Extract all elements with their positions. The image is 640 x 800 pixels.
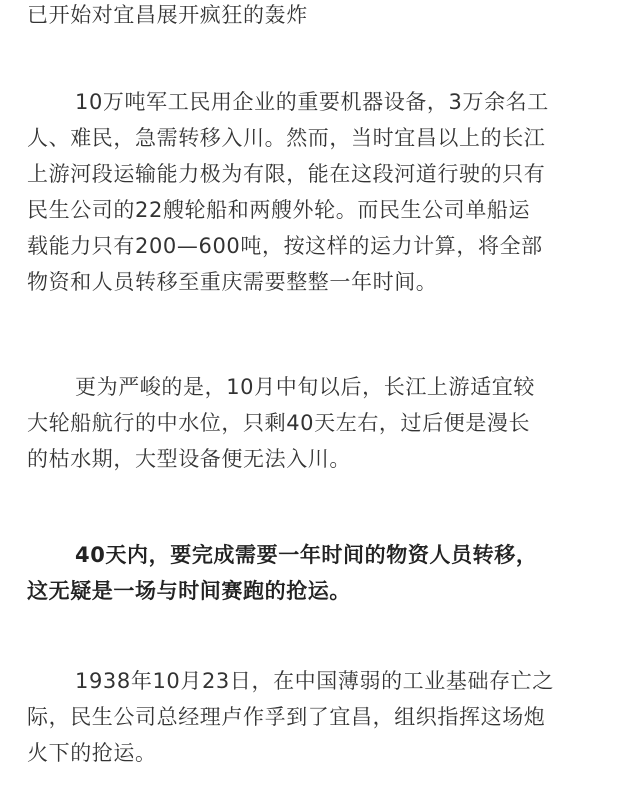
paragraph-4-highlight <box>27 537 617 609</box>
text-line <box>27 663 617 699</box>
text-line: 载能力只有200—600吨，按这样的运力计算，将全部 <box>27 234 543 258</box>
text-line: 大轮船航行的中水位，只剩40天左右，过后便是漫长 <box>27 411 531 435</box>
text-line-content: 1938年10月23日，在中国薄弱的工业基础存亡之 <box>75 669 554 693</box>
text-line: 民生公司的22艘轮船和两艘外轮。而民生公司单船运 <box>27 198 531 222</box>
paragraph-5 <box>27 663 617 771</box>
text-line-content: 40天内，要完成需要一年时间的物资人员转移， <box>75 543 538 567</box>
text-line <box>27 84 617 120</box>
paragraph-2 <box>27 84 617 300</box>
text-line: 的枯水期，大型设备便无法入川。 <box>27 447 351 471</box>
text-line-content: 10万吨军工民用企业的重要机器设备，3万余名工 <box>75 90 549 114</box>
text-line: 物资和人员转移至重庆需要整整一年时间。 <box>27 270 438 294</box>
paragraph-3 <box>27 369 617 477</box>
paragraph-1 <box>27 0 617 33</box>
text-line: 人、难民，急需转移入川。然而，当时宜昌以上的长江 <box>27 126 546 150</box>
text-line: 这无疑是一场与时间赛跑的抢运。 <box>27 579 351 603</box>
text-line: 火下的抢运。 <box>27 741 157 765</box>
text-line: 际，民生公司总经理卢作孚到了宜昌，组织指挥这场炮 <box>27 705 546 729</box>
text-line <box>27 537 617 573</box>
text-line <box>27 369 617 405</box>
text-line-content: 更为严峻的是，10月中旬以后，长江上游适宜较 <box>75 375 535 399</box>
text-line: 已开始对宜昌展开疯狂的轰炸 <box>27 3 308 27</box>
text-line: 上游河段运输能力极为有限，能在这段河道行驶的只有 <box>27 162 546 186</box>
